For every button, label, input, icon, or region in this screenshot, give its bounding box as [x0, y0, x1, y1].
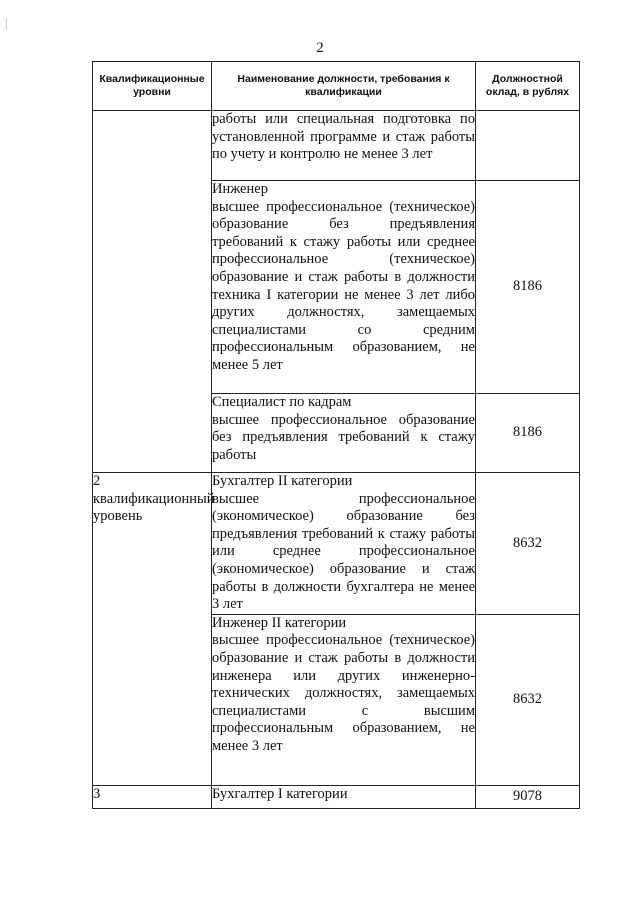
- position-title: Инженер II категории: [212, 614, 347, 631]
- position-title: Бухгалтер II категории: [212, 473, 353, 489]
- qualification-table: [92, 61, 580, 809]
- position-requirements: работы или специальная подготовка по установленной программе и стаж работы по учету и контролю не менее 3 лет: [212, 111, 475, 163]
- table-row: [93, 785, 580, 808]
- header-level: Квалификационные уровни: [93, 62, 212, 111]
- salary-cell: 8186: [476, 181, 580, 394]
- position-cell: [212, 785, 476, 808]
- page-number: 2: [316, 40, 324, 56]
- salary-cell: 8632: [476, 473, 580, 615]
- salary-cell: 9078: [476, 785, 580, 808]
- level-cell-1: [93, 111, 212, 473]
- level-cell-2: 2 квалификационный уровень: [93, 473, 212, 786]
- position-cell: [212, 394, 476, 473]
- level-cell-3: 3: [93, 785, 212, 808]
- header-salary: Должностной оклад, в рублях: [476, 62, 580, 111]
- position-cell: [212, 181, 476, 394]
- position-title: Инженер: [212, 181, 268, 197]
- position-title: Бухгалтер I категории: [212, 785, 348, 802]
- position-cell: [212, 614, 476, 785]
- table-header-row: [93, 62, 580, 111]
- position-title: Специалист по кадрам: [212, 394, 352, 410]
- position-requirements: высшее профессиональное (техническое) образование без предъявления требований к стажу работы или среднее профессиональное (техническое) образование и стаж работы в должности техника I категории не менее 3 лет либо других должностях, замещаемых специалистами со средним профессиональным образованием, не менее 5 лет: [212, 198, 475, 373]
- position-requirements: высшее профессиональное (экономическое) образование без предъявления требований к стажу работы или среднее профессиональное (экономическое) образование и стаж работы в должности бухгалтера не менее 3 лет: [212, 490, 475, 613]
- salary-cell: 8632: [476, 614, 580, 785]
- table-row: [93, 473, 580, 615]
- salary-cell: 8186: [476, 394, 580, 473]
- margin-mark: [6, 18, 7, 30]
- header-position: Наименование должности, требования к квалификации: [212, 62, 476, 111]
- salary-cell: [476, 111, 580, 181]
- position-requirements: высшее профессиональное образование без предъявления требований к стажу работы: [212, 411, 475, 463]
- position-requirements: высшее профессиональное (техническое) образование и стаж работы в должности инженера или других инженерно-технических должностях, замещаемых специалистами с высшим профессиональным образованием, не менее 3 лет: [212, 632, 475, 754]
- position-cell: [212, 111, 476, 181]
- position-cell: [212, 473, 476, 615]
- table-row: [93, 111, 580, 181]
